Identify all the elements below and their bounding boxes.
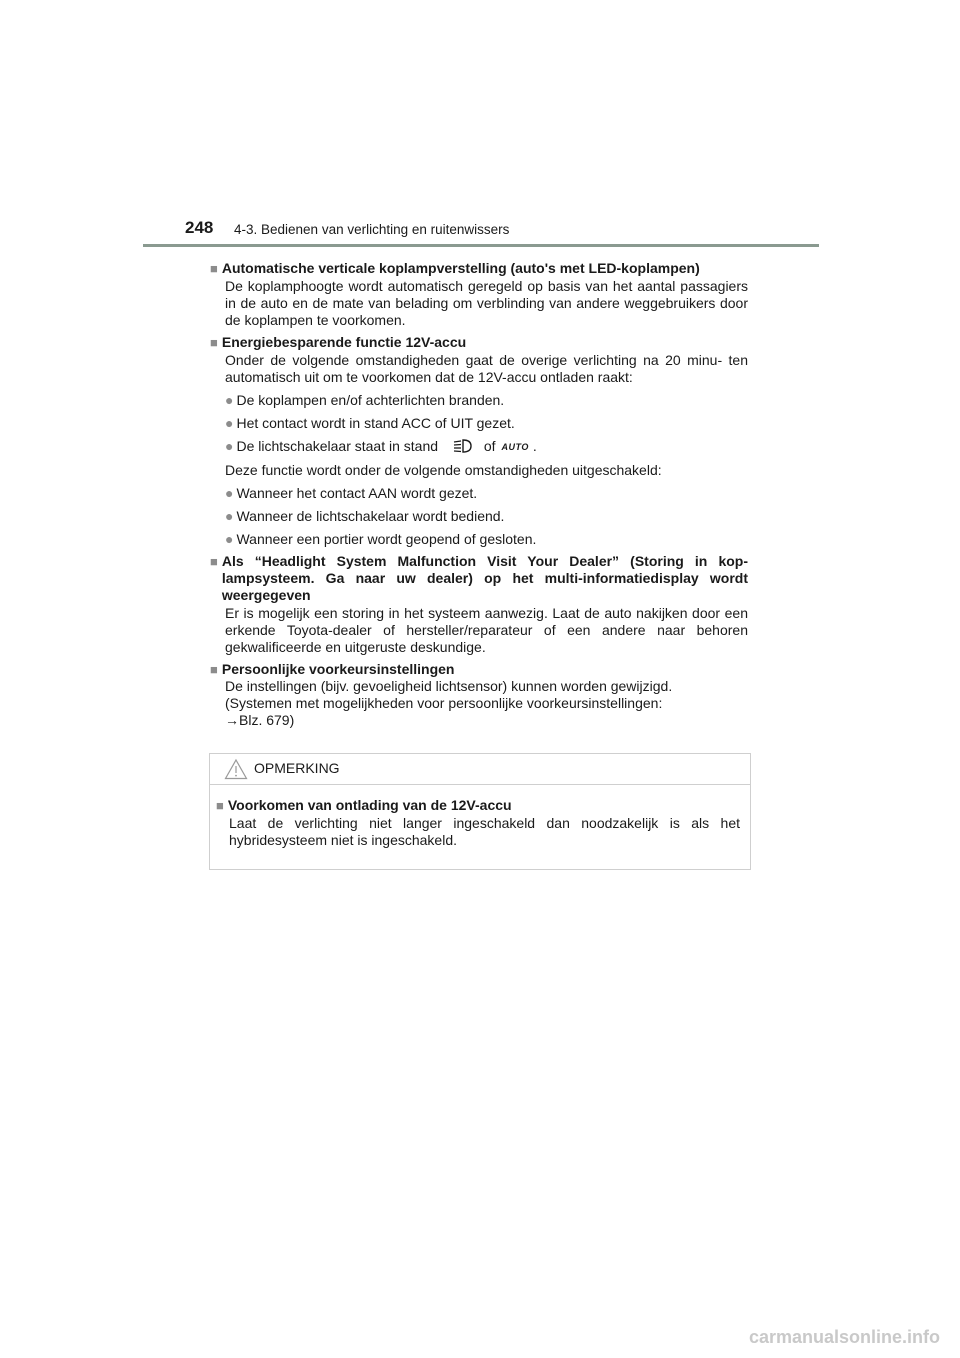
notice-heading: ■ Voorkomen van ontlading van de 12V-accu: [216, 797, 512, 813]
section-body: Deze functie wordt onder de volgende omstandigheden uitgeschakeld:: [225, 462, 662, 478]
notice-header: [210, 754, 750, 785]
page-number: 248: [185, 218, 214, 237]
list-item: ● De koplampen en/of achterlichten branden.: [225, 392, 505, 408]
bullet-icon: ●: [225, 508, 234, 524]
section-title: 4-3. Bedienen van verlichting en ruitenwissers: [234, 222, 510, 237]
list-item: ● Wanneer de lichtschakelaar wordt bediend.: [225, 508, 505, 524]
section-body-line: De instellingen (bijv. gevoeligheid lichtsensor) kunnen worden gewijzigd.: [225, 678, 673, 694]
headlight-icon: [452, 438, 474, 454]
page-reference: →Blz. 679): [225, 712, 295, 728]
section-heading: ■ Energiebesparende functie 12V-accu: [210, 334, 467, 350]
notice-label: OPMERKING: [254, 760, 340, 776]
section-heading: ■ Persoonlijke voorkeursinstellingen: [210, 661, 455, 677]
section-body: Er is mogelijk een storing in het systeem aanwezig. Laat de auto nakijken door een erkende Toyota-dealer of hersteller/reparateur of een andere naar behoren gekwalificeerde en uitgeruste deskundige.: [225, 605, 748, 655]
watermark: carmanualsonline.info: [748, 1327, 940, 1347]
header-rule: [143, 244, 819, 247]
bullet-icon: ●: [225, 485, 234, 501]
square-marker-icon: ■: [210, 335, 218, 350]
notice-content: [210, 785, 750, 849]
bullet-icon: ●: [225, 392, 234, 408]
list-item: ● Wanneer een portier wordt geopend of gesloten.: [225, 531, 537, 547]
square-marker-icon: ■: [216, 798, 224, 813]
bullet-icon: ●: [225, 415, 234, 431]
auto-mode-icon: AUTO: [501, 442, 529, 452]
list-item: ● De lichtschakelaar staat in stand of AUTO .: [225, 438, 537, 454]
main-content: [210, 255, 748, 729]
notice-box: [209, 753, 751, 870]
section-heading: ■ Automatische verticale koplampverstelling (auto's met LED-koplampen): [210, 260, 700, 276]
square-marker-icon: ■: [210, 261, 218, 276]
square-marker-icon: ■: [210, 554, 218, 569]
section-body-line: (Systemen met mogelijkheden voor persoonlijke voorkeursinstellingen:: [225, 695, 663, 711]
list-item: ● Wanneer het contact AAN wordt gezet.: [225, 485, 478, 501]
list-item: ● Het contact wordt in stand ACC of UIT gezet.: [225, 415, 515, 431]
square-marker-icon: ■: [210, 662, 218, 677]
section-body: De koplamphoogte wordt automatisch geregeld op basis van het aantal passagiers in de auto en de mate van belading om verblinding van andere weggebruikers door de koplampen te voorkomen.: [225, 278, 748, 328]
section-body: Onder de volgende omstandigheden gaat de overige verlichting na 20 minu- ten automatisch uit om te voorkomen dat de 12V-accu ontladen raakt:: [225, 352, 748, 385]
bullet-icon: ●: [225, 531, 234, 547]
section-heading: ■ Als “Headlight System Malfunction Visit Your Dealer” (Storing in kop- lampsysteem. Ga naar uw dealer) op het multi-informatiedisplay wordt weergegeven: [210, 553, 748, 603]
warning-icon: [224, 758, 248, 780]
notice-text: Laat de verlichting niet langer ingeschakeld dan noodzakelijk is als het hybridesysteem niet is ingeschakeld.: [229, 815, 740, 848]
bullet-icon: ●: [225, 438, 234, 454]
